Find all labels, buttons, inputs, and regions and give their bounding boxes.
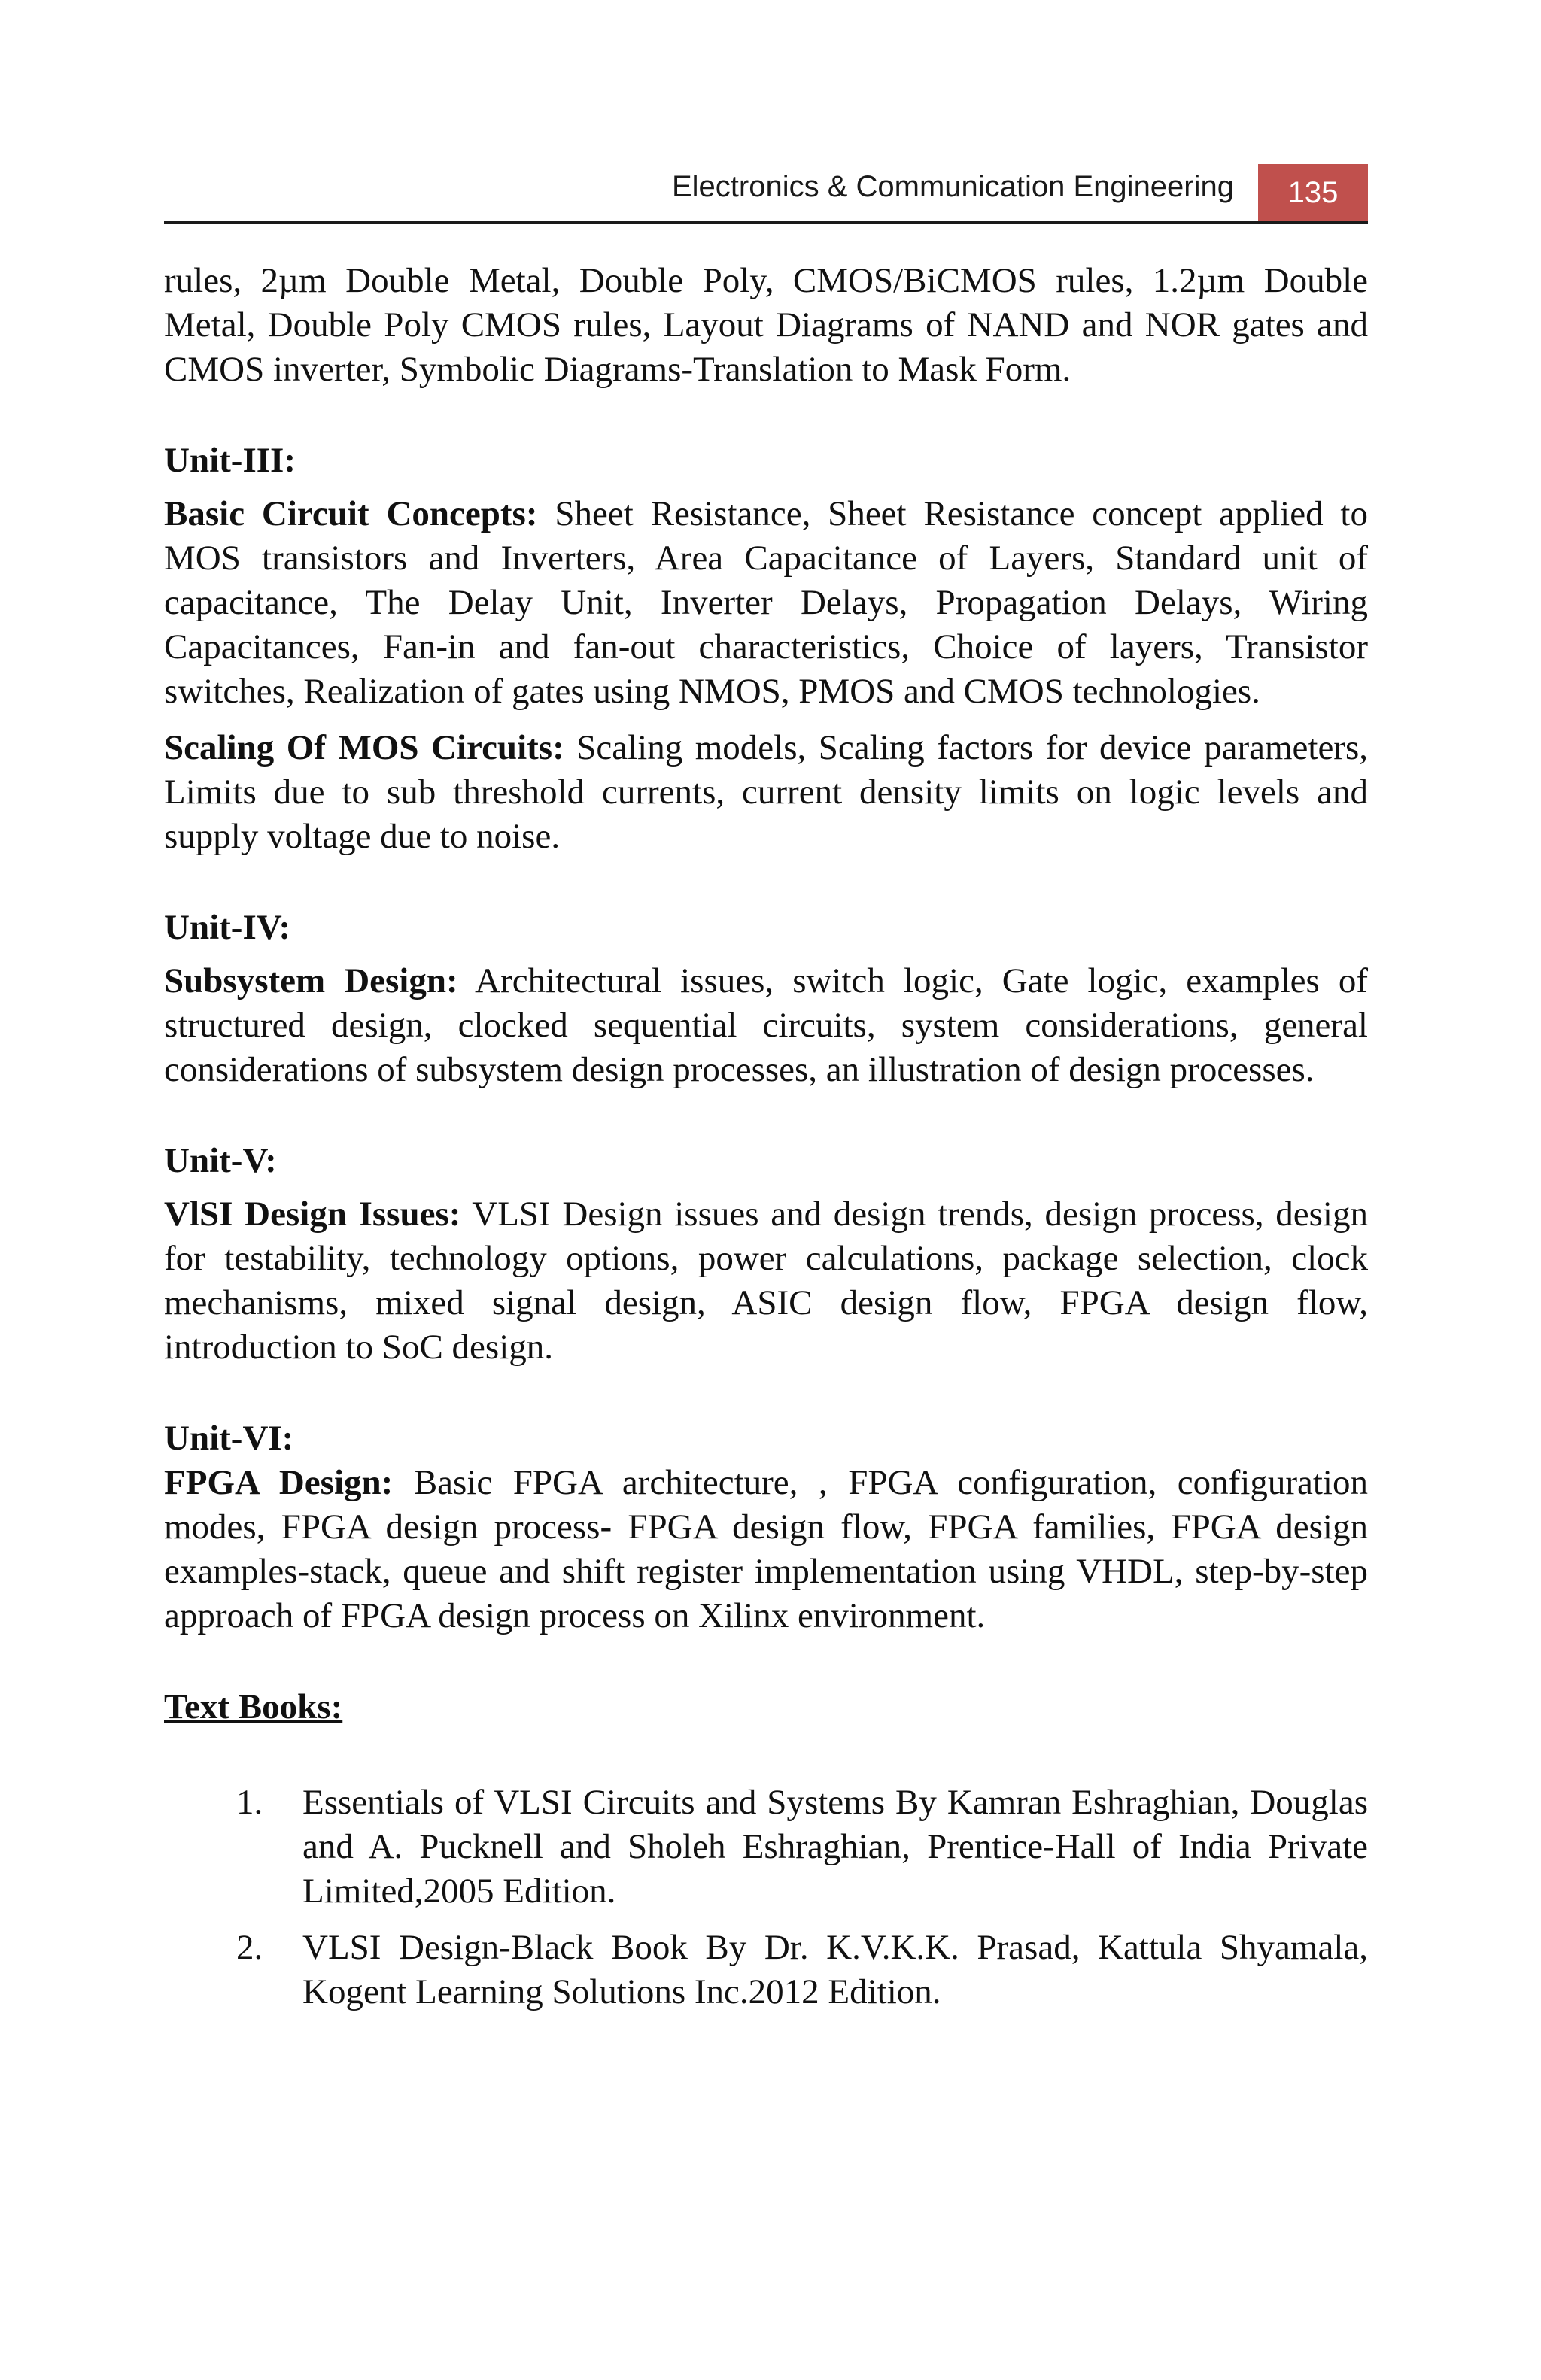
page-number: 135: [1258, 164, 1368, 221]
list-item-number: 1.: [236, 1783, 263, 1822]
unit-vi-heading: Unit-VI:: [164, 1419, 294, 1458]
topic-text: Basic FPGA architecture, , FPGA configuration, configuration modes, FPGA design process- FPGA design flow, FPGA families, FPGA design examples-stack, queue and shift register implementation using VHDL, step-by-step approach of FPGA design process on Xilinx environment.: [164, 1463, 1368, 1635]
intro-paragraph: rules, 2µm Double Metal, Double Poly, CMOS/BiCMOS rules, 1.2µm Double Metal, Double Poly CMOS rules, Layout Diagrams of NAND and NOR gates and CMOS inverter, Symbolic Diagrams-Translation to Mask Form.: [164, 261, 1368, 389]
spacer: [164, 1638, 1368, 1685]
list-item: [164, 1926, 1368, 2014]
spacer: [164, 1092, 1368, 1139]
text-books-heading: Text Books:: [164, 1687, 343, 1726]
page-header: [164, 161, 1368, 224]
unit-vi-fpga-design: [164, 1461, 1368, 1638]
list-item: [164, 1780, 1368, 1914]
list-item-text: VLSI Design-Black Book By Dr. K.V.K.K. Prasad, Kattula Shyamala, Kogent Learning Solutions Inc.2012 Edition.: [302, 1928, 1368, 2011]
spacer: [164, 392, 1368, 439]
unit-iii-basic-circuit-concepts: [164, 492, 1368, 714]
unit-iv-subsystem-design: [164, 959, 1368, 1092]
unit-iii-heading: Unit-III:: [164, 441, 296, 480]
topic-text: Architectural issues, switch logic, Gate logic, examples of structured design, clocked sequential circuits, system considerations, general considerations of subsystem design processes, an illustration of design processes.: [164, 961, 1368, 1089]
list-item-number: 2.: [236, 1928, 263, 1967]
unit-iv-heading: Unit-IV:: [164, 908, 291, 947]
list-item-text: Essentials of VLSI Circuits and Systems By Kamran Eshraghian, Douglas and A. Pucknell and Sholeh Eshraghian, Prentice-Hall of India Private Limited,2005 Edition.: [302, 1783, 1368, 1911]
topic-text: VLSI Design issues and design trends, design process, design for testability, technology options, power calculations, package selection, clock mechanisms, mixed signal design, ASIC design flow, FPGA design flow, introduction to SoC design.: [164, 1195, 1368, 1367]
spacer: [164, 714, 1368, 726]
unit-v-heading: Unit-V:: [164, 1141, 277, 1180]
spacer: [164, 1370, 1368, 1416]
topic-text: Scaling models, Scaling factors for device parameters, Limits due to sub threshold currents, current density limits on logic levels and supply voltage due to noise.: [164, 728, 1369, 856]
running-head: Electronics & Communication Engineering: [671, 170, 1234, 203]
text-books-list: [164, 1780, 1368, 2014]
topic-label: Basic Circuit Concepts:: [164, 494, 538, 533]
spacer: [164, 859, 1368, 906]
unit-iii-scaling-of-mos-circuits: [164, 726, 1368, 859]
topic-label: VlSI Design Issues:: [164, 1195, 461, 1234]
topic-label: FPGA Design:: [164, 1463, 394, 1502]
topic-label: Subsystem Design:: [164, 961, 458, 1000]
topic-label: Scaling Of MOS Circuits:: [164, 728, 564, 767]
unit-v-vlsi-design-issues: [164, 1192, 1368, 1370]
page-body: [164, 259, 1368, 2026]
topic-text: Sheet Resistance, Sheet Resistance concept applied to MOS transistors and Inverters, Area Capacitance of Layers, Standard unit of capacitance, The Delay Unit, Inverter Delays, Propagation Delays, Wiring Capacitances, Fan-in and fan-out characteristics, Choice of layers, Transistor switches, Realization of gates using NMOS, PMOS and CMOS technologies.: [164, 494, 1368, 711]
